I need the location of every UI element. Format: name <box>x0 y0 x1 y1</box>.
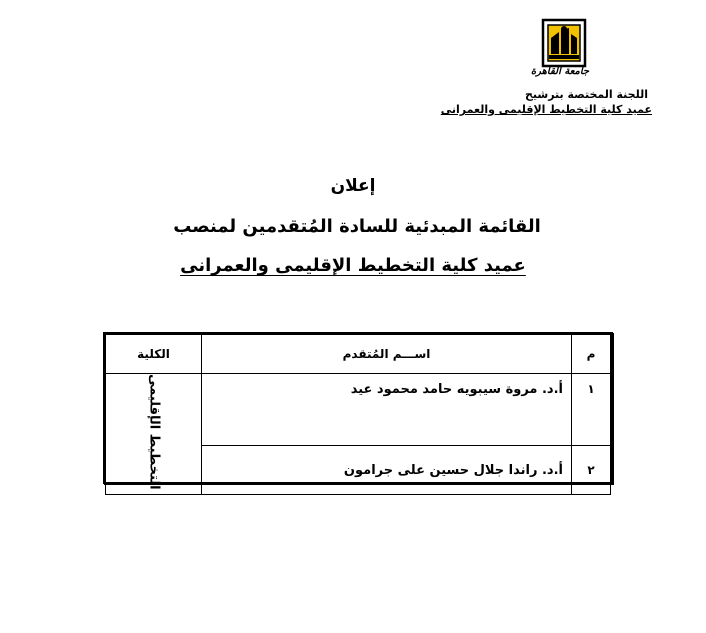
row-index: ٢ <box>572 446 611 494</box>
index-column-header: م <box>572 335 611 374</box>
list-title: القائمة المبدئية للسادة المُتقدمين لمنصب <box>173 216 541 237</box>
table-header-row <box>106 335 611 374</box>
candidate-name: أ.د. راندا جلال حسين على جرامون <box>202 446 572 494</box>
name-column-header: اســـم المُتقدم <box>202 335 572 374</box>
college-cell <box>106 374 202 495</box>
candidates-table <box>103 332 613 490</box>
committee-line: اللجنة المختصة بترشيح <box>524 88 648 101</box>
row-index: ١ <box>572 374 611 446</box>
candidate-name: أ.د. مروة سيبويه حامد محمود عيد <box>202 374 572 446</box>
college-name: التخطيط الإقليمى <box>146 374 162 490</box>
committee-target: عميد كلية التخطيط الإقليمى والعمرانى <box>440 103 652 116</box>
announcement-heading: إعلان <box>330 176 376 196</box>
table-row <box>106 374 611 446</box>
position-title: عميد كلية التخطيط الإقليمى والعمرانى <box>180 255 526 276</box>
college-column-header: الكلية <box>106 335 202 374</box>
university-logo-caption: جامعة القاهرة <box>530 66 590 77</box>
